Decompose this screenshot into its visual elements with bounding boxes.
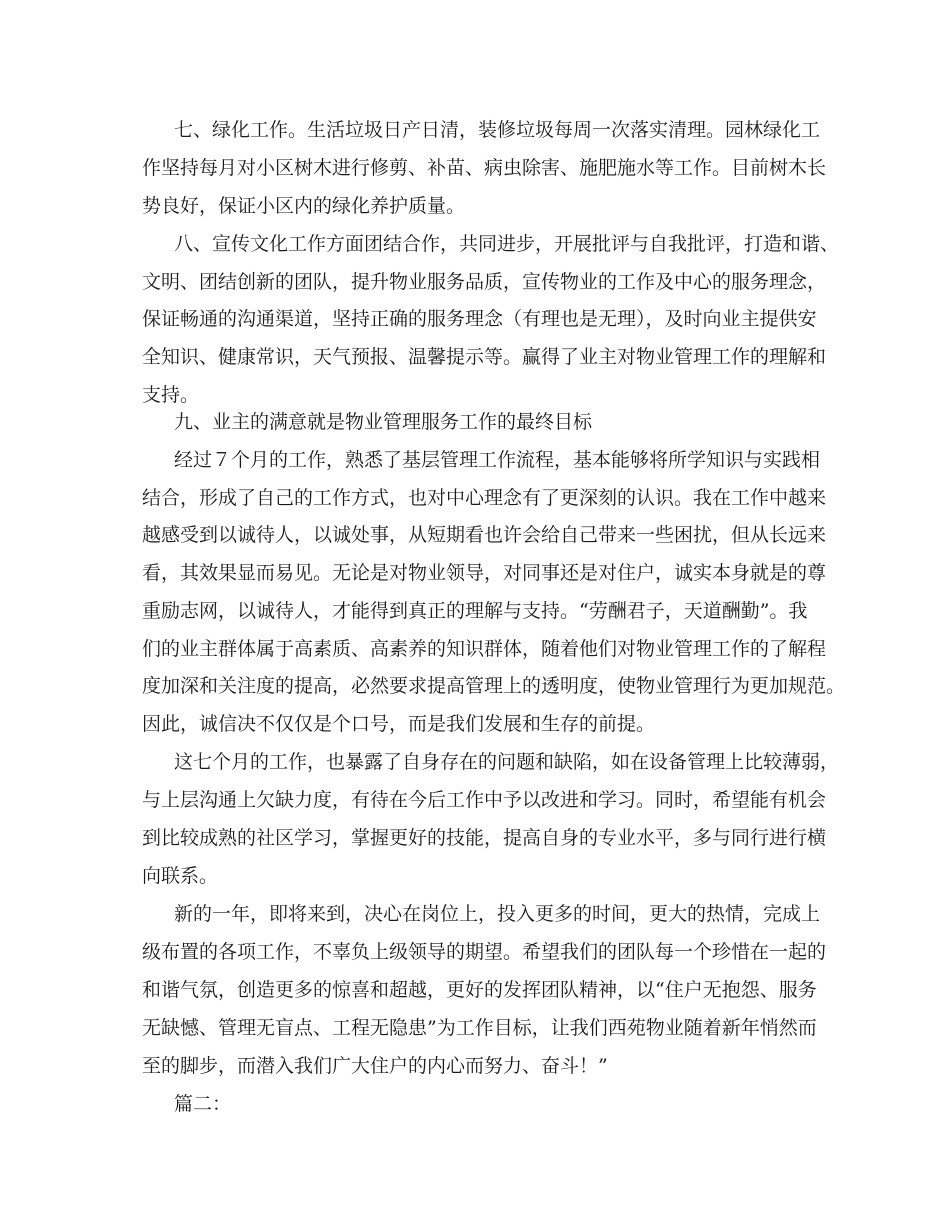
text-line: 向联系。 [142,865,219,887]
text-line: 至的脚步，而潜入我们广大住户的内心而努力、奋斗！” [142,1055,608,1077]
text-line: 与上层沟通上欠缺力度，有待在今后工作中予以改进和学习。同时，希望能有机会 [142,789,827,811]
text-line: 越感受到以诚待人，以诚处事，从短期看也许会给自己带来一些困扰，但从长远来 [142,524,827,546]
text-line: 经过７个月的工作，熟悉了基层管理工作流程，基本能够将所学知识与实践相 [174,449,821,471]
text-line: 和谐气氛，创造更多的惊喜和超越，更好的发挥团队精神，以“住户无抱怨、服务 [142,979,817,1001]
section-heading: 篇二： [174,1093,232,1115]
text-line: 这七个月的工作，也暴露了自身存在的问题和缺陷，如在设备管理上比较薄弱， [174,751,840,773]
section-heading: 九、业主的满意就是物业管理服务工作的最终目标 [174,411,593,433]
text-line: 七、绿化工作。生活垃圾日产日清，装修垃圾每周一次落实清理。园林绿化工 [174,119,821,141]
text-line: 因此，诚信决不仅仅是个口号，而是我们发展和生存的前提。 [142,713,656,735]
text-line: 文明、团结创新的团队，提升物业服务品质，宣传物业的工作及中心的服务理念， [142,271,827,293]
text-line: 无缺憾、管理无盲点、工程无隐患”为工作目标，让我们西苑物业随着新年悄然而 [142,1017,817,1039]
text-line: 重励志网，以诚待人，才能得到真正的理解与支持。“劳酬君子，天道酬勤”。我 [142,600,808,622]
text-line: 势良好，保证小区内的绿化养护质量。 [142,195,466,217]
text-line: 们的业主群体属于高素质、高素养的知识群体，随着他们对物业管理工作的了解程 [142,638,827,660]
text-line: 支持。 [142,384,200,406]
text-line: 到比较成熟的社区学习，掌握更好的技能，提高自身的专业水平，多与同行进行横 [142,827,827,849]
text-line: 结合，形成了自己的工作方式，也对中心理念有了更深刻的认识。我在工作中越来 [142,487,827,509]
text-line: 度加深和关注度的提高，必然要求提高管理上的透明度，使物业管理行为更加规范。 [142,675,846,697]
text-line: 全知识、健康常识，天气预报、温馨提示等。赢得了业主对物业管理工作的理解和 [142,346,827,368]
text-line: 作坚持每月对小区树木进行修剪、补苗、病虫除害、施肥施水等工作。目前树木长 [142,157,827,179]
text-line: 看，其效果显而易见。无论是对物业领导，对同事还是对住户，诚实本身就是的尊 [142,562,827,584]
text-line: 级布置的各项工作，不辜负上级领导的期望。希望我们的团队每一个珍惜在一起的 [142,941,827,963]
text-line: 新的一年，即将来到，决心在岗位上，投入更多的时间，更大的热情，完成上 [174,903,821,925]
text-line: 保证畅通的沟通渠道，坚持正确的服务理念（有理也是无理），及时向业主提供安 [142,308,817,330]
text-line: 八、宣传文化工作方面团结合作，共同进步，开展批评与自我批评，打造和谐、 [174,233,840,255]
